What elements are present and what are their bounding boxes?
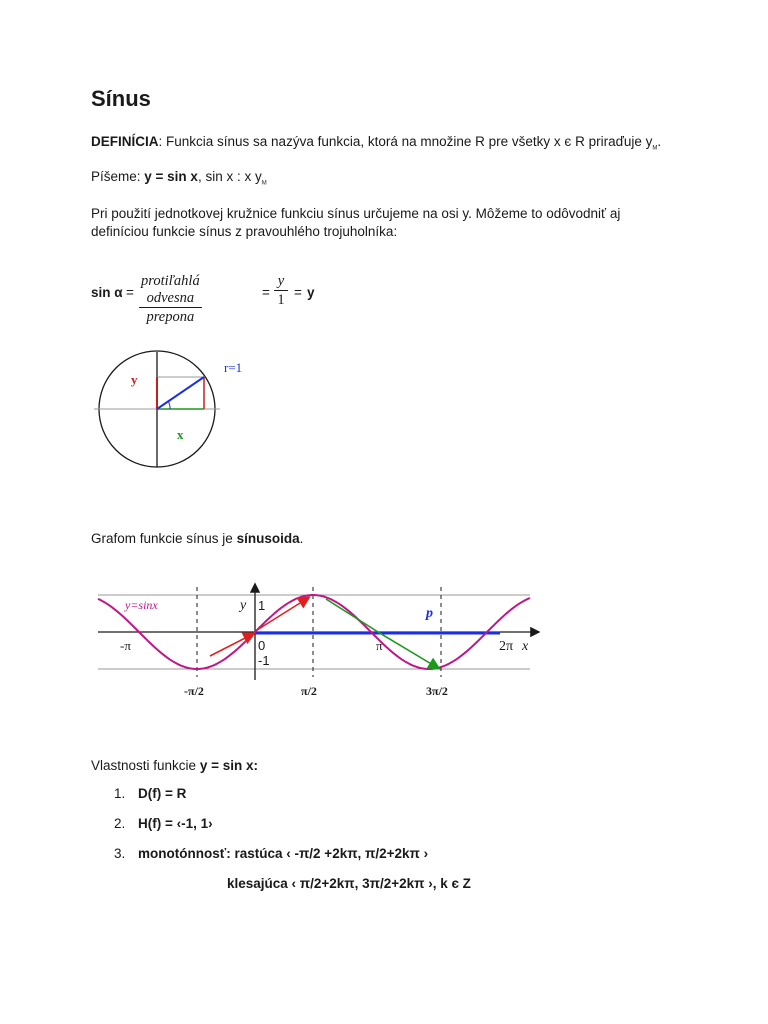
radius-line (157, 377, 204, 409)
page-title: Sínus (91, 86, 151, 111)
properties-intro-text: Vlastnosti funkcie (91, 758, 200, 773)
writing-paragraph (91, 168, 691, 193)
formula-eq3: = (294, 285, 302, 300)
definition-paragraph (91, 133, 691, 158)
tick-minus-one: -1 (258, 653, 270, 668)
list-continuation (227, 876, 471, 891)
formula-rhs: y (307, 285, 315, 300)
list-item (114, 816, 213, 831)
list-number: 3. (114, 846, 126, 861)
fraction-2-denominator: 1 (277, 292, 285, 308)
list-item (114, 786, 186, 801)
formula-fraction-2 (274, 273, 288, 310)
sine-graph (90, 582, 540, 704)
label-minus-pi-half: -π/2 (184, 684, 204, 698)
properties-intro (91, 757, 691, 775)
definition-text: : Funkcia sínus sa nazýva funkcia, ktorá na množine R pre všetky x є R priraďuje y (158, 134, 653, 149)
formula-eq2: = (262, 285, 270, 300)
fall-arrow-1 (326, 599, 378, 632)
circle-label-y: y (131, 372, 138, 387)
definition-subscript: M (652, 145, 658, 152)
definition-end: . (657, 134, 662, 149)
list-text: monotónnosť: rastúca ‹ -π/2 +2kπ, π/2+2kπ › (138, 846, 429, 861)
formula-lhs: sin α (91, 285, 123, 300)
writing-formula: y = sin x (144, 169, 198, 184)
label-three-pi-half: 3π/2 (426, 684, 448, 698)
formula-eq1: = (126, 285, 134, 300)
unit-circle-figure (90, 348, 260, 474)
formula-fraction-1 (139, 273, 202, 327)
graph-intro-prefix: Grafom funkcie sínus je (91, 531, 237, 546)
graph-intro-end: . (299, 531, 304, 546)
tick-zero: 0 (258, 638, 266, 653)
writing-mid: , sin x : x y (197, 169, 262, 184)
angle-arc (168, 401, 170, 409)
label-pi: π (376, 638, 383, 653)
list-number: 2. (114, 816, 126, 831)
writing-subscript: M (261, 180, 267, 187)
fraction-2-numerator: y (274, 273, 288, 291)
list-number: 1. (114, 786, 126, 801)
graph-label-y: y (240, 598, 247, 613)
graph-label-x: x (522, 639, 529, 654)
label-minus-pi: -π (120, 638, 131, 653)
rise-arrow-1 (210, 634, 253, 656)
unit-circle-paragraph: Pri použití jednotkovej kružnice funkciu sínus určujeme na osi y. Môžeme to odôvodniť aj definíciou funkcie sínus z pravouhlého trojuholníka: (91, 206, 621, 239)
graph-intro-bold: sínusoida (236, 531, 300, 546)
tick-one: 1 (258, 598, 266, 613)
label-pi-half: π/2 (301, 684, 317, 698)
list-text: D(f) = R (138, 786, 187, 801)
fraction-1-denominator: prepona (146, 309, 195, 325)
graph-intro-paragraph (91, 530, 691, 548)
list-continuation-text: klesajúca ‹ π/2+2kπ, 3π/2+2kπ ›, k є Z (227, 876, 471, 891)
circle-label-x: x (177, 427, 184, 442)
curve-label: y=sinx (125, 598, 158, 612)
list-item (114, 846, 428, 861)
list-text: H(f) = ‹-1, 1› (138, 816, 213, 831)
label-p: p (426, 606, 433, 621)
definition-label: DEFINÍCIA (91, 134, 159, 149)
writing-prefix: Píšeme: (91, 169, 145, 184)
properties-intro-bold: y = sin x: (199, 758, 258, 773)
fraction-1-numerator: protiľahlá odvesna (141, 273, 200, 306)
label-two-pi: 2π (499, 639, 514, 654)
circle-label-r: r=1 (224, 360, 243, 375)
